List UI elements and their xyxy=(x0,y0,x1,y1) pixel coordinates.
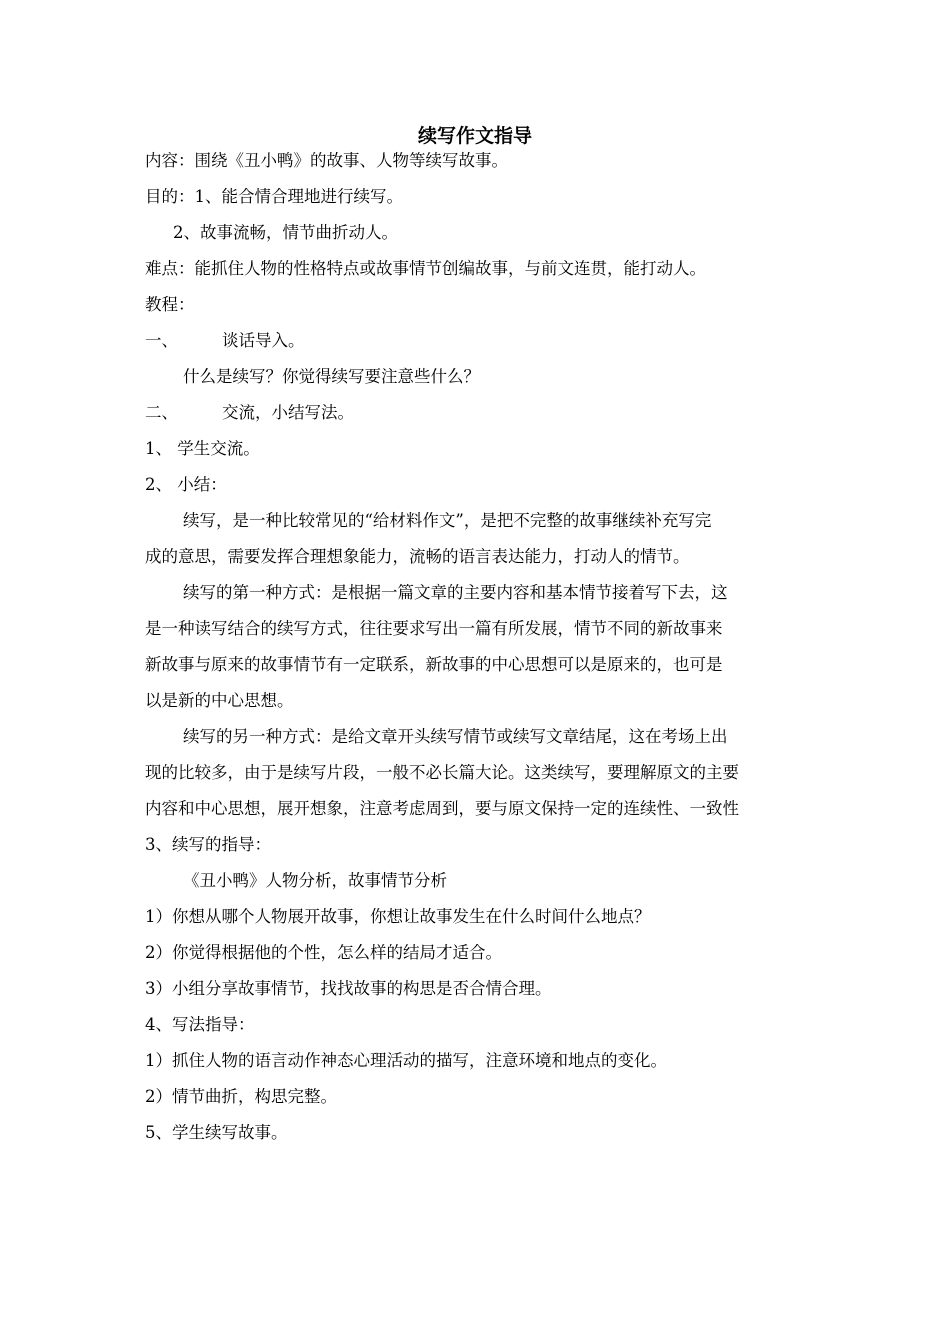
section-1-heading xyxy=(145,330,305,352)
item-2: 2、 小结： xyxy=(145,475,227,494)
item-5: 5、学生续写故事。 xyxy=(145,1123,288,1142)
item-3: 3、续写的指导： xyxy=(145,835,271,854)
question-2: 2）你觉得根据他的个性，怎么样的结局才适合。 xyxy=(145,943,502,962)
paragraph-2-line-3: 新故事与原来的故事情节有一定联系，新故事的中心思想可以是原来的，也可是 xyxy=(145,655,723,674)
paragraph-3-line-2: 现的比较多，由于是续写片段，一般不必长篇大论。这类续写，要理解原文的主要 xyxy=(145,763,739,782)
section-1-text: 谈话导入。 xyxy=(222,331,305,350)
section-2-text: 交流，小结写法。 xyxy=(222,403,354,422)
question-3: 3）小组分享故事情节，找找故事的构思是否合情合理。 xyxy=(145,979,552,998)
paragraph-2-line-1: 续写的第一种方式：是根据一篇文章的主要内容和基本情节接着写下去，这 xyxy=(183,583,728,602)
intro-question: 什么是续写？你觉得续写要注意些什么？ xyxy=(183,367,480,386)
paragraph-3-line-3: 内容和中心思想，展开想象，注意考虑周到，要与原文保持一定的连续性、一致性 xyxy=(145,799,739,818)
section-2-heading xyxy=(145,402,354,424)
difficulty-line: 难点：能抓住人物的性格特点或故事情节创编故事，与前文连贯，能打动人。 xyxy=(145,259,706,278)
content-line: 内容：围绕《丑小鸭》的故事、人物等续写故事。 xyxy=(145,151,508,170)
section-2-number: 二、 xyxy=(145,403,178,422)
document-title: 续写作文指导 xyxy=(417,125,532,147)
goal-line-1: 目的：1、能合情合理地进行续写。 xyxy=(145,187,403,206)
paragraph-3-line-1: 续写的另一种方式：是给文章开头续写情节或续写文章结尾，这在考场上出 xyxy=(183,727,728,746)
writing-tip-2: 2）情节曲折，构思完整。 xyxy=(145,1087,337,1106)
writing-tip-1: 1）抓住人物的语言动作神态心理活动的描写，注意环境和地点的变化。 xyxy=(145,1051,667,1070)
question-1: 1）你想从哪个人物展开故事，你想让故事发生在什么时间什么地点？ xyxy=(145,907,651,926)
paragraph-2-line-4: 以是新的中心思想。 xyxy=(145,691,294,710)
paragraph-1-line-2: 成的意思，需要发挥合理想象能力，流畅的语言表达能力，打动人的情节。 xyxy=(145,547,690,566)
process-heading: 教程： xyxy=(145,295,195,314)
analysis-line: 《丑小鸭》人物分析，故事情节分析 xyxy=(183,871,447,890)
paragraph-2-line-2: 是一种读写结合的续写方式，往往要求写出一篇有所发展，情节不同的新故事来 xyxy=(145,619,723,638)
item-1: 1、 学生交流。 xyxy=(145,439,260,458)
goal-line-2: 2、故事流畅，情节曲折动人。 xyxy=(173,223,398,242)
item-4: 4、写法指导： xyxy=(145,1015,255,1034)
paragraph-1-line-1: 续写，是一种比较常见的“给材料作文”，是把不完整的故事继续补充写完 xyxy=(183,511,712,530)
section-1-number: 一、 xyxy=(145,331,178,350)
